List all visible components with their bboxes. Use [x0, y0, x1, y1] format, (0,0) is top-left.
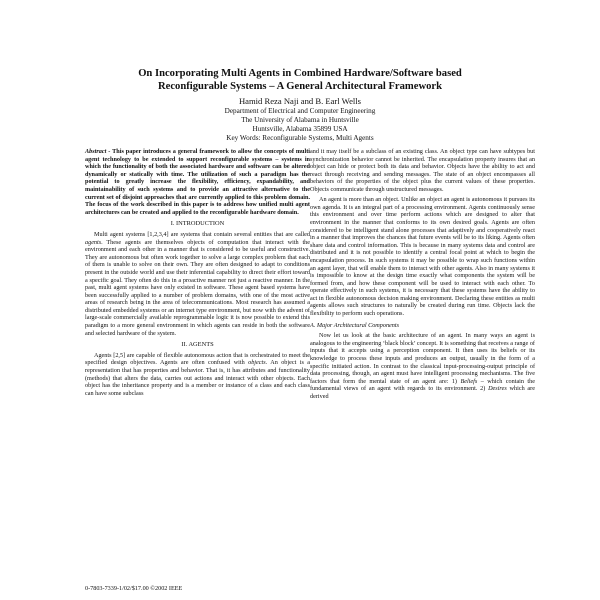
abstract-text: - This paper introduces a general framework to allow the concepts of multi agent technology to be extended to support reconfigurable systems – systems in which the functionality of both the associated hardware and software can be altered dynamically or statically with time. The utilization of such a paradigm has the potential to greatly increase the flexibility, efficiency, expandability, and maintainability of such systems and to provide an attractive alternative to the current set of disjoint approaches that are currently applied to this problem domain. The focus of the work described in this paper is to address how unified multi agent architectures can be created and applied to the reconfigurable hardware domain.	[85, 148, 310, 216]
beliefs-term: Beliefs	[460, 377, 478, 385]
agents-paragraph	[85, 352, 310, 398]
objects-paragraph: and it may itself be a subclass of an existing class. An object type can have subtypes but synchronization behavior cannot be inherited. The encapsulation property insures that an object can hide or protect both its data and behavior. Objects have the ability to act and react through receiving and sending messages. The state of an object encompasses all behaviors of the properties of the object plus the current values of these properties. Objects communicate through unstructured messages.	[310, 148, 535, 193]
title-line-2: Reconfigurable Systems – A General Architectural Framework	[157, 81, 443, 92]
section-heading-introduction: I. INTRODUCTION	[170, 220, 225, 228]
title-line-1: On Incorporating Multi Agents in Combined Hardware/Software based	[138, 68, 462, 79]
affiliation-department: Department of Electrical and Computer Engineering	[224, 107, 376, 115]
architecture-text-1: Now let us look at the basic architecture of an agent. In many ways an agent is analogous to the engineering ‘black block’ concept. It is something that receives a range of inputs that it accepts using a perception component. It then uses its beliefs or its knowledge to process these inputs and produces an output, usually in the form of a specific initiated action. In contrast to the classical input-processing-output principle of data processing, though, an agent must have intelligent processing mechanisms. The five factors that form the mental state of an agent are: 1)	[310, 332, 535, 385]
intro-emphasis: agents	[85, 238, 102, 246]
abstract-label: Abstract	[85, 148, 107, 155]
agents-text-1: Agents [2,5] are capable of flexible autonomous action that is orchestrated to meet the specified design objectives. Agents are often confused with	[85, 351, 310, 367]
intro-text-2: . These agents are themselves objects of computation that interact with the environment and each other in a manner that is considered to be useful and constructive. They are autonomous but often work together to solve a large complex problem that each of them is unable to solve on their own. They are often designed to adapt to conditions present in the outside world and use their inferential capability to direct their effort toward a specific goal. They often do this in a proactive manner not just a reactive manner. In the past, multi agent systems have only existed in software. These agent based systems have been successfully applied to a number of problem domains, with one of the most active areas of research being in the area of telecommunications. Most research has assumed a distributed embedded systems or an internet type environment, but now with the advent of large-scale commercially available reprogrammable logic it is now possible to extend this paradigm to a more general environment in which agents can reside in both the software and selected hardware of the system.	[85, 238, 310, 337]
abstract	[85, 148, 310, 216]
section-heading-agents: II. AGENTS	[181, 341, 214, 349]
architecture-text-2: – which contain the fundamental views of an agent with regards to its environment. 2)	[310, 377, 535, 393]
subsection-heading-architecture: A. Major Architectural Components	[310, 321, 400, 329]
author-block	[60, 96, 540, 143]
affiliation-address: Huntsville, Alabama 35899 USA	[252, 125, 348, 133]
copyright-footer: 0-7803-7339-1/02/$17.00 ©2002 IEEE	[85, 585, 183, 592]
agent-vs-object-paragraph: An agent is more than an object. Unlike an object an agent is autonomous it pursues its own agenda. It is an integral part of a processing environment. Agents continuously sense this environment and over time perform actions which are designed to alter that environment in the manner that conforms to its own desired goals. Agents are often considered to be intelligent stand alone processes that adaptively and cooperatively react in a manner that improves the chances that future events will be to its liking. Agents often share data and control information. This is because in many systems data and control are distributed and it is not possible to identify a central focal point at which to begin the encapsulation process. In such systems it may be possible to wrap such functions within an agent layer, that will enable them to interact with other agents. Also in many systems it is impossible to know at the design time exactly what components the system will be formed from, and how these component will be used to interact with each other. To operate effectively in such systems, it is necessary that these systems have the ability to act in flexible autonomous decision making environment. Declaring these entities as multi agents allows such structures to naturally be created during run time. Objects lack the flexibility to perform such operations.	[310, 196, 535, 318]
right-column	[310, 148, 535, 403]
architecture-paragraph	[310, 332, 535, 400]
intro-paragraph	[85, 231, 310, 337]
keywords: Key Words: Reconfigurable Systems, Multi Agents	[226, 134, 374, 142]
affiliation-university: The University of Alabama in Huntsville	[241, 116, 359, 124]
architecture-text-3: which are derived	[310, 385, 535, 400]
authors: Hamid Reza Naji and B. Earl Wells	[238, 96, 362, 106]
agents-text-2: . An object is a representation that has properties and behavior. That is, it has attributes and functionality (methods) that alters the data, carries out actions and interact with other objects. Each object has the inheritance property and is a member or instance of a class and each class can have some subclass	[85, 359, 310, 397]
intro-text-1: Multi agent systems [1,2,3,4] are systems that contain several entities that are called	[94, 230, 310, 238]
left-column	[85, 148, 310, 400]
desires-term: Desires	[488, 385, 507, 393]
paper-title	[60, 67, 540, 93]
agents-emphasis: objects	[248, 359, 266, 367]
